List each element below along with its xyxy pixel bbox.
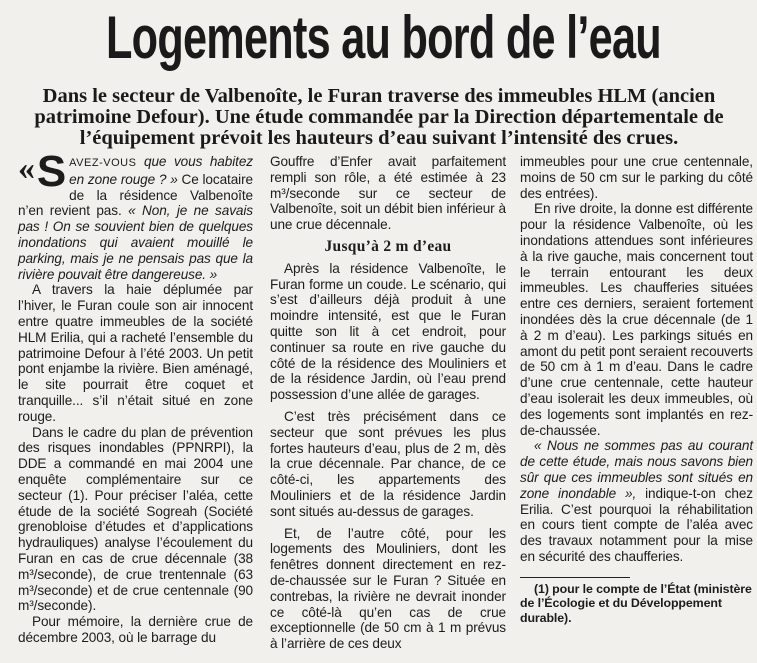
intro-caps: AVEZ-VOUS [69, 157, 137, 169]
headline: Logements au bord de l’eau [105, 4, 661, 71]
paragraph-7-end: immeubles pour une crue centennale, moins de 50 cm sur le parking du côté des entrées). [520, 154, 753, 201]
paragraph-7-start: Et, de l’autre côté, pour les logements des Mouliniers, dont les fenêtres donnent directement en rez-de-chaussée sur le Furan ? Située en contrebas, la rivière ne devrait inonder ce côté-là qu’en cas de crue exceptionnelle (de 50 cm à 1 m prévus à l’arrière de ces deux [270, 525, 506, 652]
article-column-2 [270, 154, 506, 652]
article-column-3 [520, 154, 753, 625]
subheading: Jusqu’à 2 m d’eau [324, 237, 452, 255]
article-column-1 [18, 147, 253, 646]
paragraph-4-end: Gouffre d’Enfer avait parfaitement rempli son rôle, a été estimée à 23 m³/seconde sur ce secteur de Valbenoîte, soit un débit bien inférieur à une crue décennale. [270, 154, 506, 233]
drop-cap: S [36, 147, 67, 196]
paragraph-intro [18, 147, 253, 282]
lede: Dans le secteur de Valbenoîte, le Furan traverse des immeubles HLM (ancien patrimoine Defour). Une étude commandée par la Direction départementale de l’équipement prévoit les hauteurs d’eau suivant l’intensité des crues. [34, 85, 724, 149]
paragraph-2: A travers la haie déplumée par l’hiver, le Furan coule son air innocent entre quatre immeubles de la société HLM Erilia, qui a racheté l’ensemble du patrimoine Defour à l’été 2003. Un petit pont enjambe la rivière. Bien aménagé, le site pourrait être coquet et tranquille... s’il n’était situé en zone rouge. [18, 282, 253, 424]
paragraph-6: C’est très précisément dans ce secteur que sont prévues les plus fortes hauteurs d’eau, plus de 2 m, dès la crue décennale. Par chance, de ce côté-ci, les appartements des Mouliniers et de la résidence Jardin sont situés au-dessus de garages. [270, 408, 506, 519]
paragraph-8: En rive droite, la donne est différente pour la résidence Valbenoîte, où les inondations attendues sont inférieures à la rive gauche, mais concernent tout le terrain entourant les deux immeubles. Les chaufferies situées entre ces derniers, seraient fortement inondées dès la crue décennale (de 1 à 2 m d’eau). Les parkings situés en amont du petit pont seraient recouverts de 50 cm à 1 m d’eau. Dans le cadre d’une crue centennale, cette hauteur d’eau isolerait les deux immeubles, où des logements sont implantés en rez-de-chaussée. [520, 201, 753, 438]
intro-text: Ce locataire de la résidence Valbenoîte n’en revient pas. [18, 171, 253, 219]
intro-quote-1: que vous habitez en zone rouge ? » [69, 154, 253, 187]
paragraph-4-start: Pour mémoire, la dernière crue de décembre 2003, où le barrage du [18, 614, 253, 645]
paragraph-3: Dans le cadre du plan de prévention des risques inondables (PPNRPI), la DDE a commandé en mai 2004 une enquête complémentaire sur ce secteur (1). Pour préciser l’aléa, cette étude de la société Sogreah (Société grenobloise d’études et d’applications hydrauliques) analyse l’écoulement du Furan en cas de crue décennale (38 m³/seconde), de crue trentennale (63 m³/seconde) et de crue centennale (90 m³/seconde). [18, 424, 253, 614]
paragraph-9-text: indique-t-on chez Erilia. C’est pourquoi la réhabilitation en cours tient compte de l’aléa avec des travaux notamment pour la mise en sécurité des chaufferies. [520, 485, 753, 564]
footnote-rule [520, 577, 630, 578]
paragraph-9 [520, 438, 753, 564]
footnote: (1) pour le compte de l’État (ministère de l’Écologie et du Développement durable). [520, 581, 752, 625]
paragraph-5: Après la résidence Valbenoîte, le Furan forme un coude. Le scénario, qui s’est d’ailleurs déjà produit à une moindre intensité, est que le Furan quitte son lit à cet endroit, pour continuer sa route en rive gauche du côté de la résidence des Mouliniers et de la résidence Jardin, où l’eau prend possession d’une allée de garages. [270, 260, 506, 403]
opening-quote: « [18, 150, 35, 187]
intro-quote-2: « Non, je ne savais pas ! On se souvient bien de quelques inondations qui avaient mouillé le parking, mais je ne pensais pas que la rivière pouvait être dangereuse. » [18, 203, 253, 282]
erilia-quote: « Nous ne sommes pas au courant de cette étude, mais nous savons bien sûr que ces immeubles sont situés en zone inondable », [520, 438, 753, 501]
